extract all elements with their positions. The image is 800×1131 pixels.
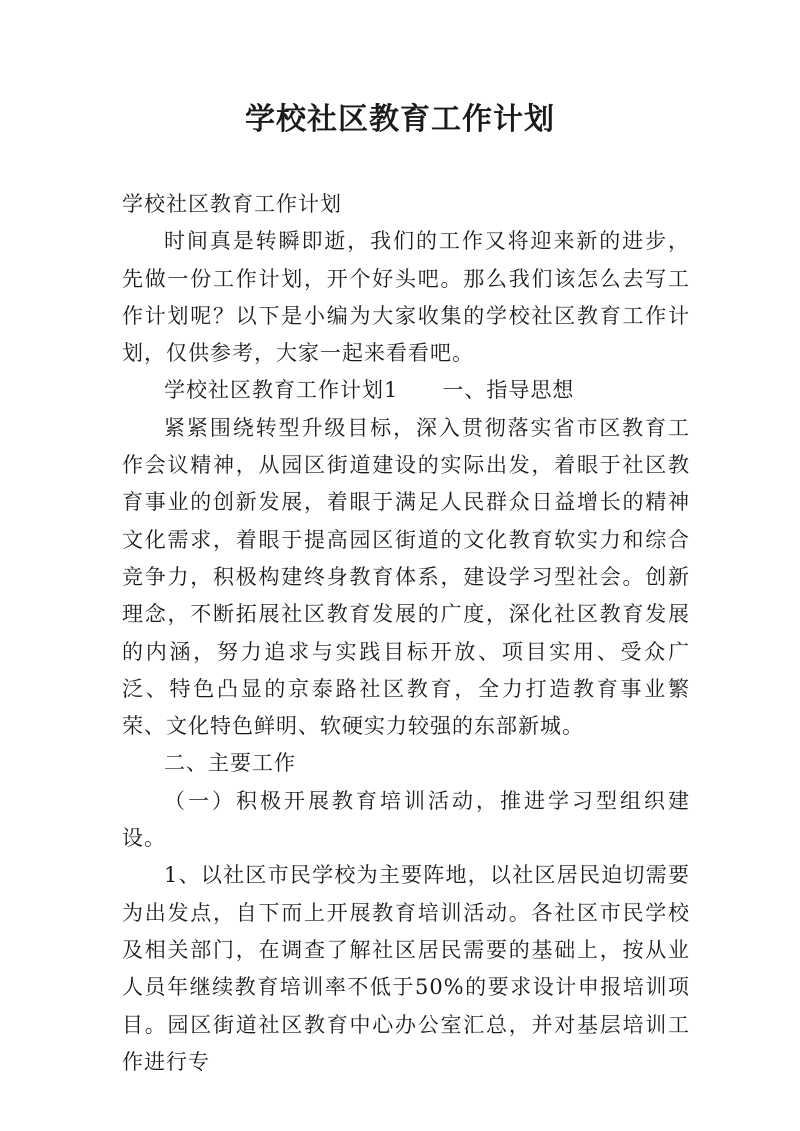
document-body (122, 186, 690, 1081)
guiding-ideology-paragraph: 紧紧围绕转型升级目标，深入贯彻落实省市区教育工作会议精神，从园区街道建设的实际出发，着眼于社区教育事业的创新发展，着眼于满足人民群众日益增长的精神文化需求，着眼于提高园区街道的文化教育软实力和综合竞争力，积极构建终身教育体系，建设学习型社会。创新理念，不断拓展社区教育发展的广度，深化社区教育发展的内涵，努力追求与实践目标开放、项目实用、受众广泛、特色凸显的京泰路社区教育，全力打造教育事业繁荣、文化特色鲜明、软硬实力较强的东部新城。 (122, 415, 690, 739)
section-heading-plan-1: 学校社区教育工作计划1 一、指导思想 (164, 378, 575, 403)
subsection-heading-1: （一）积极开展教育培训活动，推进学习型组织建设。 (122, 788, 690, 851)
subtitle-paragraph: 学校社区教育工作计划 (122, 192, 342, 216)
section-heading-main-work: 二、主要工作 (164, 751, 296, 776)
work-item-1-paragraph: 1、以社区市民学校为主要阵地，以社区居民迫切需要为出发点，自下而上开展教育培训活动。各社区市民学校及相关部门，在调查了解社区居民需要的基础上，按从业人员年继续教育培训率不低于50%的要求设计申报培训项目。园区街道社区教育中心办公室汇总，并对基层培训工作进行专 (122, 863, 690, 1074)
intro-paragraph: 时间真是转瞬即逝，我们的工作又将迎来新的进步，先做一份工作计划，开个好头吧。那么我们该怎么去写工作计划呢？以下是小编为大家收集的学校社区教育工作计划，仅供参考，大家一起来看看吧。 (122, 229, 690, 366)
document-title: 学校社区教育工作计划 (245, 102, 555, 137)
